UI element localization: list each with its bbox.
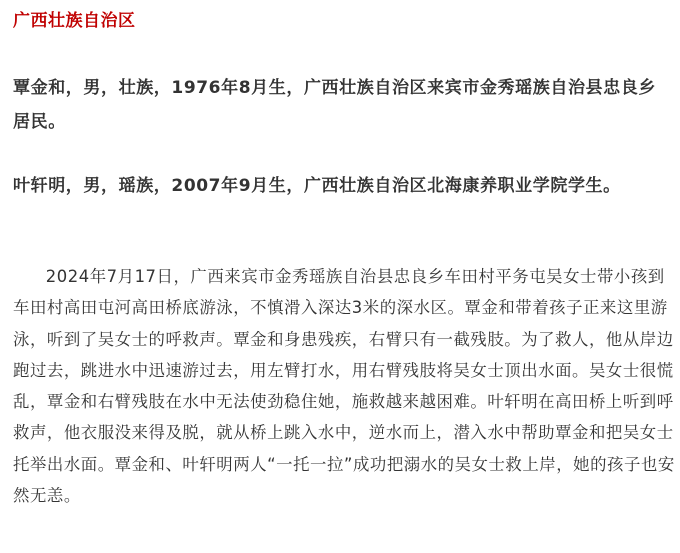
person-bio-ye-xuanming: 叶轩明，男，瑶族，2007年9月生，广西壮族自治区北海康养职业学院学生。 — [13, 176, 621, 196]
person-bio-qin-jinhe: 覃金和，男，壮族，1976年8月生，广西壮族自治区来宾市金秀瑶族自治县忠良乡居民。 — [13, 78, 656, 132]
region-title: 广西壮族自治区 — [13, 11, 136, 31]
rescue-story-paragraph: 2024年7月17日，广西来宾市金秀瑶族自治县忠良乡车田村平务屯吴女士带小孩到车田村高田屯河高田桥底游泳，不慎滑入深达3米的深水区。覃金和带着孩子正来这里游泳，听到了吴女士的呼救声。覃金和身患残疾，右臂只有一截残肢。为了救人，他从岸边跑过去，跳进水中迅速游过去，用左臂打水，用右臂残肢将吴女士顶出水面。吴女士很慌乱，覃金和右臂残肢在水中无法使劲稳住她，施救越来越困难。叶轩明在高田桥上听到呼救声，他衣服没来得及脱，就从桥上跳入水中，逆水而上，潜入水中帮助覃金和把吴女士托举出水面。覃金和、叶轩明两人“一托一拉”成功把溺水的吴女士救上岸，她的孩子也安然无恙。 — [13, 267, 675, 506]
